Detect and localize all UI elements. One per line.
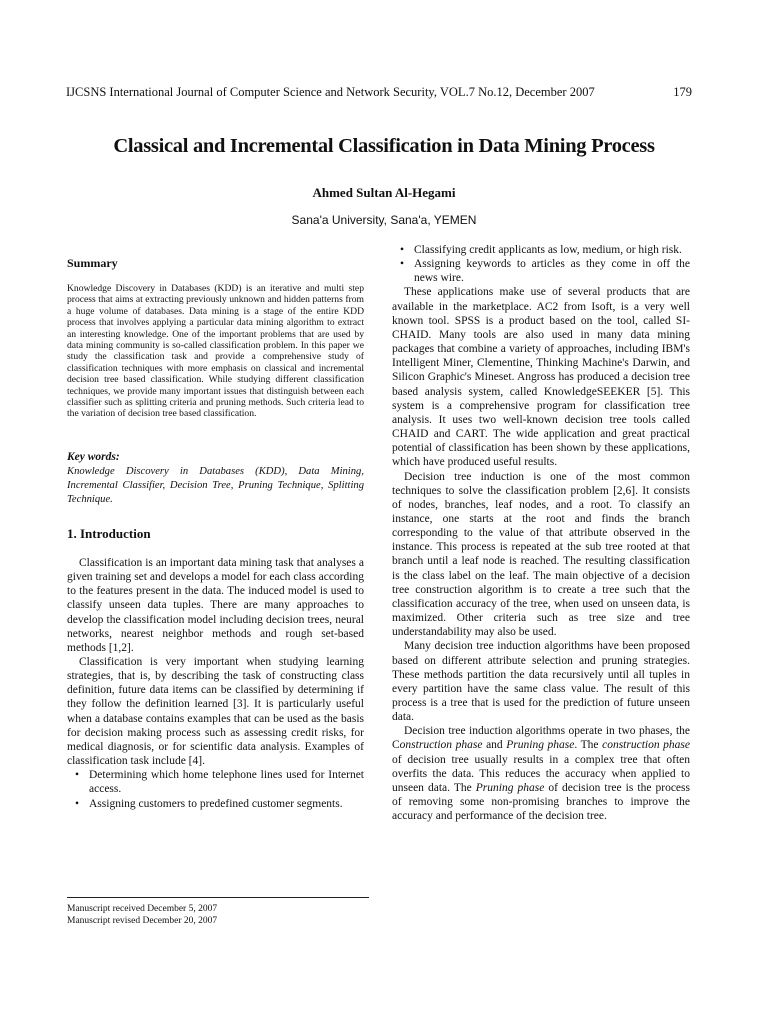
bullet-icon: • <box>400 244 405 256</box>
emphasis-pruning-phase: Pruning phase <box>506 739 575 752</box>
emphasis-construction-phase: construction phase <box>602 739 691 752</box>
intro-paragraph-6 <box>392 724 690 823</box>
text-run: and <box>482 739 507 752</box>
journal-info: IJCSNS International Journal of Computer Science and Network Security, VOL.7 No.12, December 2007 <box>66 85 595 99</box>
intro-paragraph-1: Classification is an important data mining task that analyses a given training set and develops a model for each class according to the features present in the data. The induced model is used to classify unseen data tuples. There are many approaches to develop the classification model including decision trees, neural networks, nearest neighbor methods and rough set-based methods [1,2]. <box>67 556 364 654</box>
list-item-text: Assigning customers to predefined customer segments. <box>89 797 343 810</box>
text-run: Decision tree induction algorithms operate in two phases, the C <box>392 725 690 752</box>
list-item-text: Determining which home telephone lines used for Internet access. <box>89 769 364 796</box>
list-item-text: Assigning keywords to articles as they come in off the news wire. <box>414 258 690 285</box>
bullet-icon: • <box>400 258 405 271</box>
text-run: of decision tree is the process of removing some non-promising branches to improve the accuracy and performance of the decision tree. <box>392 781 690 823</box>
page-number: 179 <box>673 85 692 99</box>
keywords-heading: Key words: <box>67 450 120 463</box>
bullet-icon: • <box>75 797 80 810</box>
intro-paragraph-4: Decision tree induction is one of the most common techniques to solve the classification problem [2,6]. It consists of nodes, branches, leaf nodes, and a root. To classify an instance, one starts at the root and finds the branch corresponding to the value of that attribute observed in the instance. This process is repeated at the sub tree rooted at that branch until a leaf node is reached. The resulting classification is the class label on the leaf. The main objective of a decision tree construction algorithm is to create a tree such that the classification accuracy of the tree, when used on unseen data, is maximized. Other criteria such as tree size and tree understandability may also be used. <box>392 470 690 639</box>
examples-list-right <box>392 243 690 285</box>
examples-list-left <box>67 768 364 810</box>
intro-paragraph-3: These applications make use of several products that are available in the marketplace. AC2 from Isoft, is a very well known tool. SPSS is a product based on the tool, called SI-CHAID. Many tools are also used in many data mining packages that combine a variety of approaches, including IBM's Intelligent Miner, Clementine, Thinking Machine's Darwin, and Silicon Graphic's Mineset. Angross has produced a decision tree based analysis system, called KnowledgeSEEKER [5]. This system is a comprehensive program for classification tree analysis. It uses two well-known decision tree tools called CHAID and CART. The wide application and great practical potential of classification has been shown by these applications, which have produced useful results. <box>392 286 690 469</box>
keywords-text: Knowledge Discovery in Databases (KDD), Data Mining, Incremental Classifier, Decision Tree, Pruning Technique, Splitting Technique. <box>67 465 364 505</box>
list-item <box>392 243 690 257</box>
revised-date: Manuscript revised December 20, 2007 <box>67 916 218 926</box>
text-run: . The <box>574 739 603 752</box>
running-head <box>66 85 692 100</box>
emphasis-pruning-phase: Pruning phase <box>475 781 545 794</box>
summary-heading: Summary <box>67 256 118 270</box>
right-column <box>392 243 690 823</box>
list-item <box>67 768 364 796</box>
intro-paragraph-5: Many decision tree induction algorithms have been proposed based on different attribute selection and pruning strategies. These methods partition the data recursively until all tuples in every partition have the same class value. The result of this process is a tree that is used for the prediction of future unseen data. <box>392 640 690 724</box>
list-item <box>392 257 690 285</box>
author-affiliation: Sana'a University, Sana'a, YEMEN <box>291 213 477 227</box>
introduction-heading: 1. Introduction <box>67 525 151 541</box>
paper-title: Classical and Incremental Classification in Data Mining Process <box>113 135 655 157</box>
received-date: Manuscript received December 5, 2007 <box>67 904 218 914</box>
list-item <box>67 797 364 811</box>
left-column <box>67 243 364 811</box>
emphasis-construction-phase: onstruction phase <box>399 739 483 752</box>
text-run: of decision tree usually results in a complex tree that often overfits the data. This reduces the accuracy when applied to unseen data. The <box>392 753 690 794</box>
author-name: Ahmed Sultan Al-Hegami <box>312 185 456 200</box>
summary-text: Knowledge Discovery in Databases (KDD) is an iterative and multi step process that aims at extracting previously unknown and hidden patterns from a huge volume of databases. Data mining is a stage of the entire KDD process that involves applying a particular data mining algorithm to extract an interesting knowledge. One of the important problems that are used by data mining community is so-called classification problem. In this paper we study the classification task and provide a comprehensive study of classification techniques with more emphasis on classical and incremental decision tree based classification. While studying different classification techniques, we provide many important issues that distinguish between each classifier such as splitting criteria and pruning methods. Such criteria lead to the variation of decision tree based classification. <box>67 283 364 420</box>
manuscript-footnote <box>67 897 369 927</box>
bullet-icon: • <box>75 769 80 782</box>
intro-paragraph-2: Classification is very important when studying learning strategies, that is, by describing the task of constructing class definition, future data items can be classified by determining if they follow the definition learned [3]. It is particularly useful when a database contains examples that can be used as the basis for decision making process such as assessing credit risks, for medical diagnosis, or for scientific data analysis. Examples of classification task include [4]. <box>67 655 364 768</box>
list-item-text: Classifying credit applicants as low, medium, or high risk. <box>414 244 682 256</box>
